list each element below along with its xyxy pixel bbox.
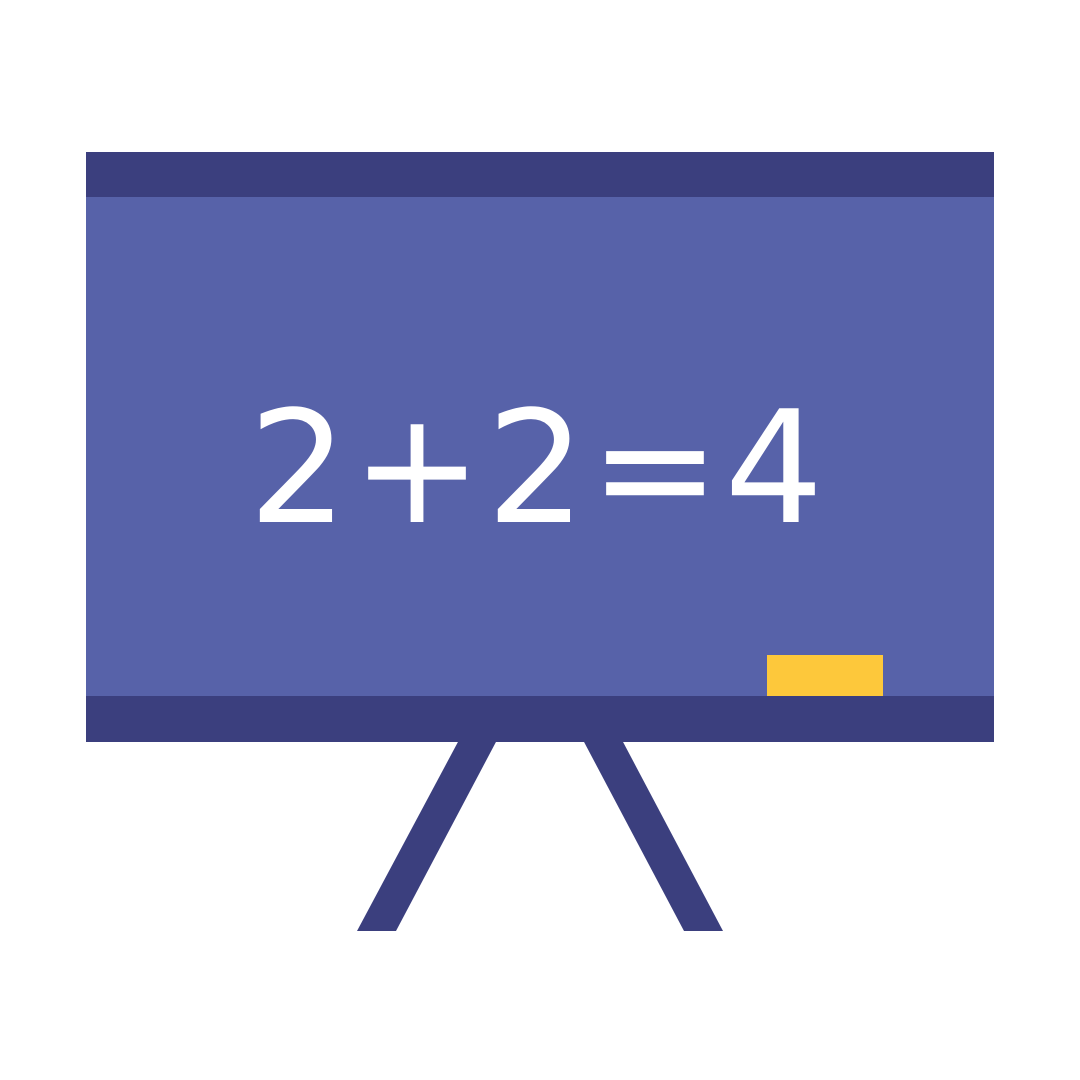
left-leg xyxy=(357,740,497,931)
eraser-icon xyxy=(767,655,883,696)
board-top-rail xyxy=(86,152,994,197)
board-equation: 2+2=4 xyxy=(248,377,828,559)
easel-stand-icon xyxy=(357,740,723,931)
board-bottom-rail xyxy=(86,696,994,742)
right-leg xyxy=(583,740,723,931)
